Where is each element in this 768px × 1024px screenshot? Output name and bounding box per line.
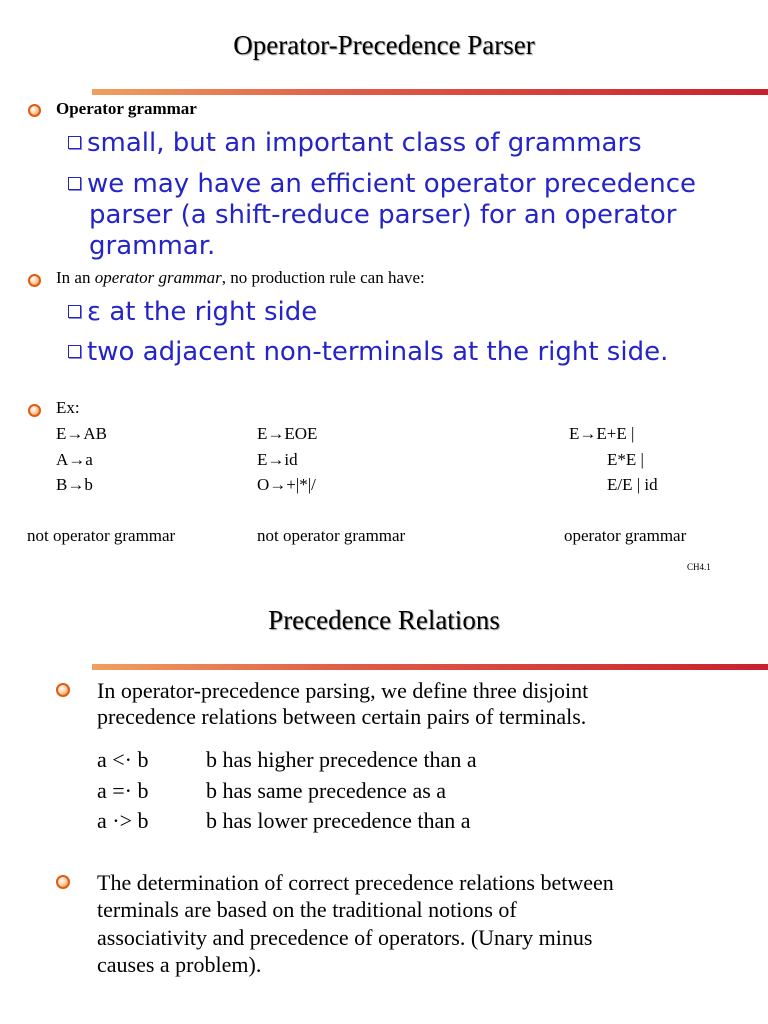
relation-description: b has lower precedence than a — [206, 808, 471, 833]
sub-bullet-text: small, but an important class of grammars — [87, 128, 642, 158]
bullet-text-suffix: , no production rule can have: — [221, 268, 425, 287]
sub-bullet-text: ε at the right side — [87, 297, 318, 327]
bullet-icon — [56, 683, 70, 697]
sub-bullet-efficient-parser — [68, 169, 696, 200]
grammar2-rule: E→id — [257, 450, 298, 469]
bullet-icon — [28, 274, 41, 287]
precedence-intro-line: precedence relations between certain pairs of terminals. — [97, 704, 587, 729]
title-underline — [92, 664, 768, 670]
sub-bullet-small-class — [68, 128, 642, 159]
slide-footer: CH4.1 — [687, 562, 711, 572]
grammar2-rule: O→+|*|/ — [257, 475, 316, 494]
precedence-intro-line: In operator-precedence parsing, we define three disjoint — [97, 678, 589, 703]
example-label: Ex: — [56, 398, 80, 417]
relation-symbol: a ·> b — [97, 808, 149, 833]
sub-bullet-adjacent-nonterminals — [68, 337, 668, 368]
sub-bullet-epsilon — [68, 297, 317, 328]
grammar1-rule: A→a — [56, 450, 93, 469]
relation-symbol: a <· b — [97, 747, 149, 772]
square-bullet-icon — [68, 305, 81, 318]
grammar3-rule: E→E+E | — [569, 424, 635, 443]
bullet-icon — [56, 875, 70, 889]
grammar3-rule: E*E | — [607, 450, 644, 469]
square-bullet-icon — [68, 136, 81, 149]
slide1-title: Operator-Precedence Parser — [233, 30, 535, 60]
sub-bullet-text-line: we may have an efficient operator precedence — [87, 169, 697, 199]
determination-line: causes a problem). — [97, 952, 262, 977]
grammar2-rule: E→EOE — [257, 424, 318, 443]
bullet-operator-grammar: Operator grammar — [56, 99, 197, 118]
grammar1-verdict: not operator grammar — [27, 526, 176, 545]
grammar3-rule: E/E | id — [607, 475, 658, 494]
relation-description: b has higher precedence than a — [206, 747, 477, 772]
determination-line: The determination of correct precedence relations between — [97, 870, 614, 895]
determination-line: associativity and precedence of operators. (Unary minus — [97, 925, 593, 950]
determination-line: terminals are based on the traditional notions of — [97, 897, 517, 922]
bullet-text-prefix: In an — [56, 268, 95, 287]
title-underline — [92, 89, 768, 95]
grammar1-rule: E→AB — [56, 424, 107, 443]
square-bullet-icon — [68, 345, 81, 358]
sub-bullet-text-line: grammar. — [89, 231, 216, 261]
relation-symbol: a =· b — [97, 778, 149, 803]
bullet-icon — [28, 104, 41, 117]
grammar1-rule: B→b — [56, 475, 93, 494]
bullet-text-emphasis: operator grammar — [94, 268, 222, 287]
grammar2-verdict: not operator grammar — [257, 526, 406, 545]
slide2-title: Precedence Relations — [268, 605, 500, 635]
sub-bullet-text: two adjacent non-terminals at the right side. — [87, 337, 669, 367]
relation-description: b has same precedence as a — [206, 778, 447, 803]
bullet-icon — [28, 404, 41, 417]
bullet-no-production-rule — [56, 268, 425, 288]
grammar3-verdict: operator grammar — [564, 526, 687, 545]
square-bullet-icon — [68, 177, 81, 190]
sub-bullet-text-line: parser (a shift-reduce parser) for an operator — [89, 200, 677, 230]
